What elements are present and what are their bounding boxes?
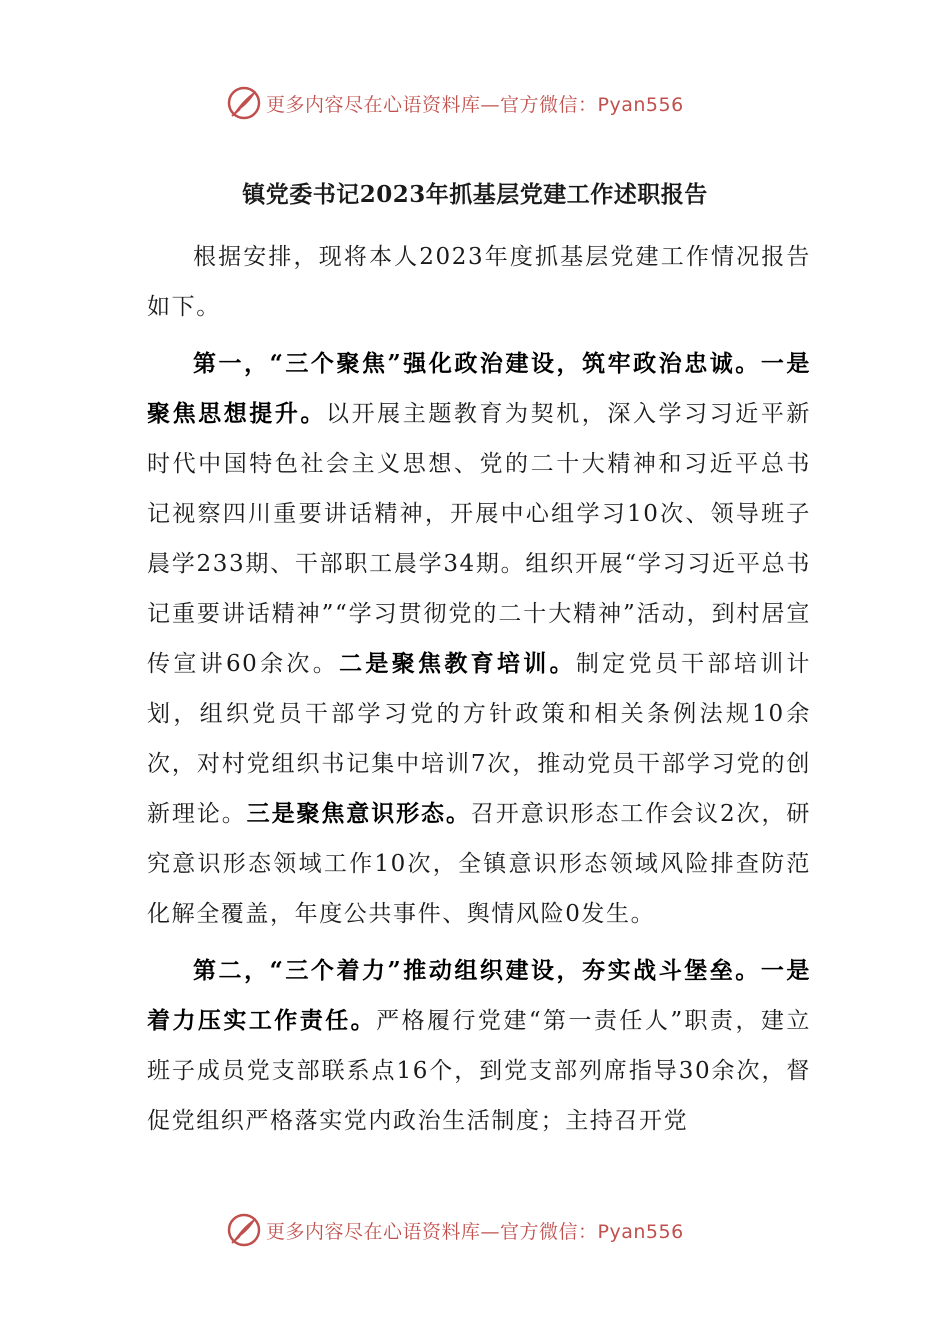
item-text: 制定党员干部培训计划，组织党员干部学习党的方针政策和相关条例法规10余次，对村党组织书记集中培训7次，推动党员干部学习党的创新理论。	[147, 651, 811, 827]
document-body	[147, 232, 811, 1153]
wechat-id: Pyan556	[597, 1220, 684, 1243]
section-heading: 第一，“三个聚焦”强化政治建设，筑牢政治忠诚。	[193, 350, 761, 377]
item-label: 一是着力压实工作责任。	[147, 957, 811, 1034]
section-heading: 第二，“三个着力”推动组织建设，夯实战斗堡垒。	[193, 957, 761, 984]
wechat-id: Pyan556	[597, 93, 684, 116]
item-label: 三是聚焦意识形态。	[246, 800, 471, 827]
item-label: 二是聚焦教育培训。	[339, 650, 576, 677]
section-1-paragraph	[147, 339, 811, 939]
quill-logo-icon	[226, 85, 262, 121]
banner-text: 更多内容尽在心语资料库—官方微信：Pyan556	[266, 93, 684, 116]
item-text: 以开展主题教育为契机，深入学习习近平新时代中国特色社会主义思想、党的二十大精神和习近平总书记视察四川重要讲话精神，开展中心组学习10次、领导班子晨学233期、干部职工晨学34期。组织开展“学习习近平总书记重要讲话精神”“学习贯彻党的二十大精神”活动，到村居宣传宣讲60余次。	[147, 401, 811, 677]
intro-paragraph: 根据安排，现将本人2023年度抓基层党建工作情况报告如下。	[147, 244, 811, 320]
item-label: 一是聚焦思想提升。	[147, 350, 811, 427]
item-text: 召开意识形态工作会议2次，研究意识形态领域工作10次，全镇意识形态领域风险排查防范化解全覆盖，年度公共事件、舆情风险0发生。	[147, 801, 811, 927]
banner-text: 更多内容尽在心语资料库—官方微信：Pyan556	[266, 1220, 684, 1243]
section-2-paragraph	[147, 946, 811, 1146]
document-title: 镇党委书记2023年抓基层党建工作述职报告	[242, 181, 708, 208]
item-text: 严格履行党建“第一责任人”职责，建立班子成员党支部联系点16个，到党支部列席指导30余次，督促党组织严格落实党内政治生活制度；主持召开党	[147, 1008, 811, 1134]
header-banner	[0, 83, 950, 123]
footer-banner	[0, 1210, 950, 1250]
quill-logo-icon	[226, 1212, 262, 1248]
